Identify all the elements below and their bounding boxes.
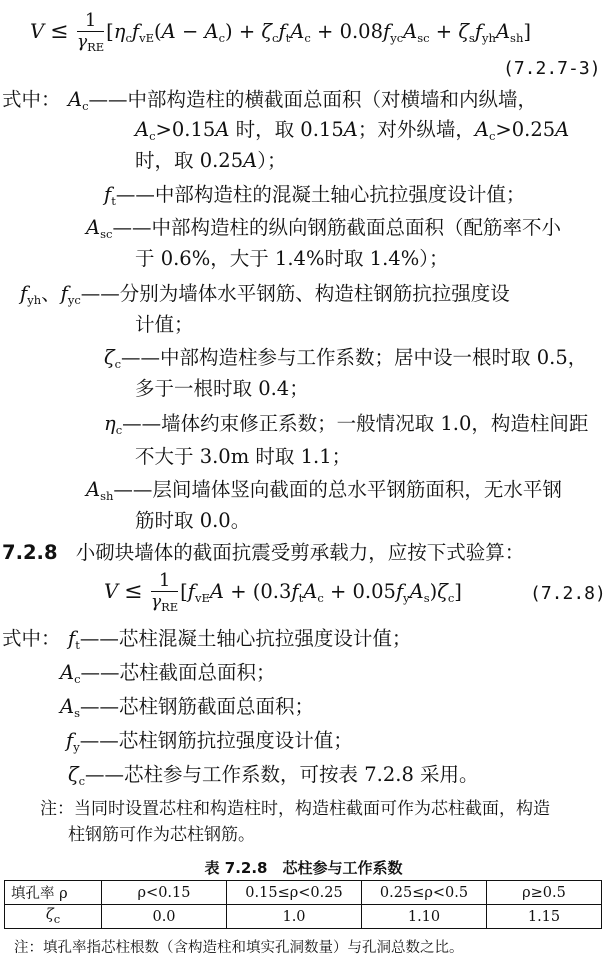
- def-zeta-c-line-2: 多于一根时取 0.4；: [135, 377, 309, 400]
- def-fyh-fyc-line-1: $f_{yh}$、$f_{yc}——$分别为墙体水平钢筋、构造柱钢筋抗拉强度设: [20, 282, 510, 307]
- table-cell: ρ≥0.5: [487, 881, 602, 905]
- def-Ac-line-1: $A_c——$中部构造柱的横截面总面积（对横墙和内纵墙，: [68, 88, 538, 113]
- formula-7-2-7-3: V ≤ $\frac{1}{\gamma_{RE}}$ $[\eta_cf_{vE}(A - A_c) + \zeta_cf_tA_c + 0.08f_{yc}A_{sc} + \zeta_sf_{yh}A_{sh}]$: [30, 9, 531, 54]
- table-row: [5, 905, 602, 929]
- formula-7-2-8: V ≤ $\frac{1}{\gamma_{RE}}$ $[f_{vE}A + (0.3f_tA_c + 0.05f_yA_s)\zeta_c]$: [104, 569, 462, 614]
- table-cell: 1.15: [487, 905, 602, 929]
- coefficient-table: [4, 880, 602, 929]
- table-cell: 1.0: [227, 905, 362, 929]
- def-zeta-c-2: $\zeta_c——$芯柱参与工作系数，可按表 7.2.8 采用。: [68, 763, 479, 788]
- where-lead-2: 式中：: [2, 627, 61, 650]
- leq-sign: ≤: [50, 19, 69, 44]
- def-Ash-line-2: 筋时取 0.0。: [135, 509, 251, 532]
- table-caption: 表 7.2.8 芯柱参与工作系数: [204, 859, 403, 877]
- def-ft-2: $f_t——$芯柱混凝土轴心抗拉强度设计值；: [68, 627, 412, 652]
- def-zeta-c-line-1: $\zeta_c——$中部构造柱参与工作系数；居中设一根时取 0.5，: [104, 346, 588, 371]
- table-header-cell: $\zeta_c$: [5, 905, 102, 929]
- def-fyh-fyc-line-2: 计值；: [135, 313, 194, 336]
- section-number: 7.2.8: [2, 541, 58, 564]
- def-As-2: $A_s——$芯柱钢筋截面总面积；: [60, 695, 315, 720]
- table-header-cell: 填孔率 ρ: [5, 881, 102, 905]
- def-eta-c-line-1: $\eta_c——$墙体约束修正系数；一般情况取 1.0，构造柱间距: [104, 412, 589, 437]
- table-cell: 0.15≤ρ<0.25: [227, 881, 362, 905]
- symbol-V: V: [30, 20, 45, 43]
- equation-number-7-2-7-3: (7.2.7-3): [503, 58, 601, 79]
- fraction-denominator: $\gamma_{RE}$: [76, 31, 105, 54]
- fraction: [76, 9, 105, 54]
- section-7-2-8: [2, 540, 524, 566]
- def-Asc-line-2: 于 0.6%，大于 1.4%时取 1.4%）；: [135, 247, 449, 270]
- def-Ac-line-3: 时，取 0.25A）；: [135, 149, 287, 172]
- table-footnote: 注：填孔率指芯柱根数（含构造柱和填实孔洞数量）与孔洞总数之比。: [14, 940, 464, 956]
- def-fy-2: $f_y——$芯柱钢筋抗拉强度设计值；: [66, 729, 353, 754]
- table-row: [5, 881, 602, 905]
- where-lead-1: 式中：: [2, 88, 61, 111]
- def-eta-c-line-2: 不大于 3.0m 时取 1.1；: [135, 445, 352, 468]
- def-Ac-line-2: $A_c>0.15A$ 时，取 0.15A；对外纵墙，$A_c>0.25A$: [135, 118, 570, 143]
- def-ft: $f_t——$中部构造柱的混凝土轴心抗拉强度设计值；: [104, 183, 526, 208]
- section-text: 小砌块墙体的截面抗震受剪承载力，应按下式验算：: [75, 541, 525, 564]
- fraction: $\frac{1}{\gamma_{RE}}$: [150, 569, 179, 614]
- def-Ash-line-1: $A_{sh}——$层间墙体竖向截面的总水平钢筋面积，无水平钢: [86, 478, 562, 503]
- note-line-2: 柱钢筋可作为芯柱钢筋。: [68, 825, 255, 845]
- table-cell: 0.25≤ρ<0.5: [362, 881, 487, 905]
- def-Asc-line-1: $A_{sc}——$中部构造柱的纵向钢筋截面总面积（配筋率不小: [86, 216, 561, 241]
- table-cell: ρ<0.15: [102, 881, 227, 905]
- note-line-1: 注：当同时设置芯柱和构造柱时，构造柱截面可作为芯柱截面，构造: [40, 799, 550, 819]
- def-Ac-2: $A_c——$芯柱截面总面积；: [60, 661, 276, 686]
- equation-number-7-2-8: (7.2.8): [530, 583, 606, 604]
- fraction-numerator: 1: [77, 12, 104, 32]
- table-cell: 1.10: [362, 905, 487, 929]
- table-cell: 0.0: [102, 905, 227, 929]
